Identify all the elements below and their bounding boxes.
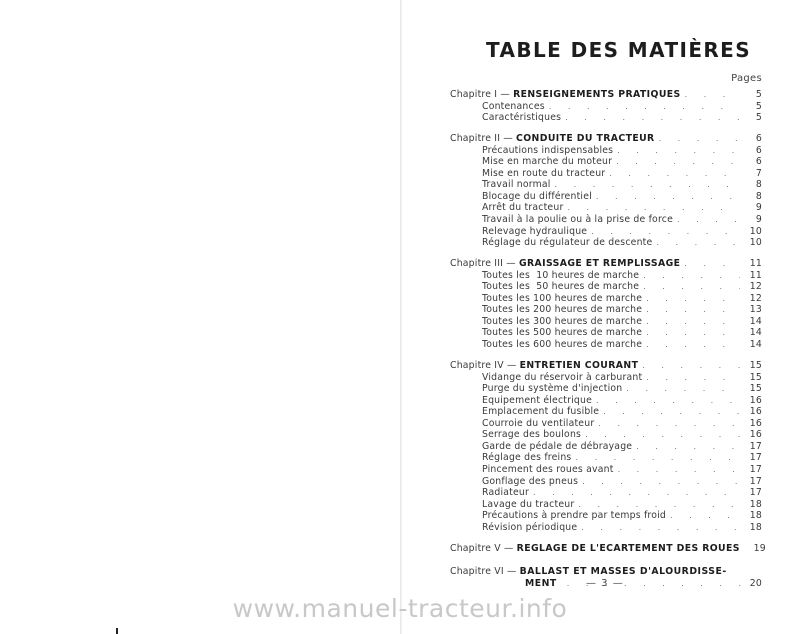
toc-entry[interactable]: [482, 487, 762, 499]
dot-leader: [642, 360, 740, 372]
entry-label: Emplacement du fusible: [482, 406, 600, 418]
chapter-page-number: 6: [755, 133, 762, 145]
dot-leader: [643, 270, 740, 282]
toc-entry[interactable]: [482, 191, 762, 203]
entry-label: Radiateur: [482, 487, 530, 499]
toc-entry[interactable]: [482, 464, 762, 476]
entry-page-number: 16: [749, 429, 762, 441]
entry-label: Purge du système d'injection: [482, 383, 623, 395]
toc-entry[interactable]: [482, 145, 762, 157]
dot-leader: [646, 327, 740, 339]
dot-leader: [670, 510, 740, 522]
chapter-page-number: 19: [753, 542, 766, 554]
toc-chapter-4[interactable]: [450, 360, 762, 372]
entry-label: Réglage du régulateur de descente: [482, 237, 653, 249]
chapter-label: [450, 258, 680, 270]
toc-entry[interactable]: [482, 179, 762, 191]
chapter-prefix: Chapitre VI —: [450, 565, 520, 577]
entry-page-number: 16: [749, 394, 762, 406]
entry-label: Blocage du différentiel: [482, 190, 592, 202]
toc-entry[interactable]: [482, 339, 762, 351]
toc-entry[interactable]: [482, 476, 762, 488]
entry-page-number: 17: [749, 452, 762, 464]
entry-page-number: 9: [755, 214, 762, 225]
entry-label: Toutes les 500 heures de marche: [482, 327, 643, 339]
entry-page-number: 17: [749, 440, 762, 452]
dot-leader: [565, 112, 740, 124]
entry-page-number: 18: [749, 498, 762, 510]
dot-leader: [616, 156, 740, 168]
entry-page-number: 5: [755, 112, 762, 124]
page-title: TABLE DES MATIÈRES: [486, 38, 752, 62]
entry-page-number: 6: [755, 156, 762, 168]
dot-leader: [609, 168, 740, 180]
toc-entry[interactable]: [482, 101, 762, 113]
entry-label: Mise en route du tracteur: [482, 167, 606, 179]
entry-page-number: 5: [755, 100, 762, 112]
entry-label: Vidange du réservoir à carburant: [482, 371, 643, 383]
entry-label: Arrêt du tracteur: [482, 202, 564, 214]
chapter-page-number: 5: [755, 89, 762, 100]
entry-page-number: 12: [749, 292, 762, 304]
toc-entry[interactable]: [482, 327, 762, 339]
toc-entry[interactable]: [482, 112, 762, 124]
entry-label: Précautions à prendre par temps froid: [482, 510, 667, 522]
toc-entry[interactable]: [482, 372, 762, 384]
entry-page-number: 18: [749, 510, 762, 522]
dot-leader: [626, 383, 740, 395]
entry-label: Toutes les 50 heures de marche: [482, 281, 640, 293]
toc-entry[interactable]: [482, 441, 762, 453]
dot-leader: [617, 145, 740, 157]
toc-entry[interactable]: [482, 499, 762, 511]
entry-page-number: 16: [749, 417, 762, 429]
watermark-url: www.manuel-tracteur.info: [232, 594, 568, 623]
entry-page-number: 14: [749, 339, 762, 350]
entry-label: Toutes les 600 heures de marche: [482, 339, 643, 350]
entry-page-number: 17: [749, 487, 762, 499]
toc-entry[interactable]: [482, 293, 762, 305]
toc-entry[interactable]: [482, 452, 762, 464]
entry-label: Précautions indispensables: [482, 144, 614, 156]
toc-entry[interactable]: [482, 226, 762, 238]
toc-entry[interactable]: [482, 418, 762, 430]
dot-leader: [646, 316, 740, 328]
dot-leader: [591, 226, 740, 238]
entry-page-number: 10: [749, 225, 762, 237]
entry-page-number: 15: [749, 371, 762, 383]
chapter-title: GRAISSAGE ET REMPLISSAGE: [518, 258, 681, 270]
entry-page-number: 18: [749, 521, 762, 533]
chapter-prefix: Chapitre II —: [450, 133, 516, 145]
chapter-page-number: 11: [749, 258, 762, 270]
entry-label: Lavage du tracteur: [482, 498, 575, 510]
toc-chapter-3[interactable]: [450, 258, 762, 270]
dot-leader: [636, 441, 740, 453]
entry-label: Garde de pédale de débrayage: [482, 440, 633, 452]
chapter-title-line1: BALLAST ET MASSES D'ALOURDISSE-: [519, 565, 727, 577]
dot-leader: [643, 281, 740, 293]
dot-leader: [598, 418, 740, 430]
entry-page-number: 9: [755, 202, 762, 214]
entry-page-number: 11: [749, 269, 762, 281]
entry-page-number: 14: [749, 315, 762, 327]
dot-leader: [585, 429, 740, 441]
toc-entry[interactable]: [482, 429, 762, 441]
dot-leader: [581, 522, 740, 534]
dot-leader: [685, 89, 740, 101]
dot-leader: [578, 499, 740, 511]
entry-page-number: 8: [755, 190, 762, 202]
entry-label: Toutes les 200 heures de marche: [482, 304, 643, 316]
entry-page-number: 17: [749, 464, 762, 475]
folio: — 3 —: [586, 578, 624, 589]
dot-leader: [646, 372, 740, 384]
scan-mark: [116, 628, 118, 634]
dot-leader: [618, 464, 740, 476]
dot-leader: [677, 214, 740, 226]
toc-entry[interactable]: [482, 395, 762, 407]
dot-leader: [646, 304, 740, 316]
dot-leader: [533, 487, 740, 499]
toc-entry[interactable]: [482, 156, 762, 168]
dot-leader: [603, 406, 740, 418]
entry-label: Révision périodique: [482, 521, 578, 533]
dot-leader: [575, 452, 740, 464]
entry-page-number: 12: [749, 281, 762, 293]
chapter-prefix: Chapitre III —: [450, 258, 519, 270]
chapter-prefix: Chapitre V —: [450, 542, 517, 554]
chapter-title: CONDUITE DU TRACTEUR: [516, 133, 655, 145]
chapter-prefix: Chapitre I —: [450, 89, 514, 100]
entry-label: Contenances: [482, 100, 545, 112]
entry-label: Relevage hydraulique: [482, 225, 588, 237]
entry-label: Travail normal: [482, 179, 551, 191]
toc-entry[interactable]: [482, 304, 762, 316]
toc-entry[interactable]: [482, 316, 762, 328]
toc-chapter-5[interactable]: [450, 542, 766, 555]
entry-label: Pincement des roues avant: [482, 464, 614, 475]
toc-chapter-2[interactable]: [450, 133, 762, 145]
toc-entry[interactable]: [482, 214, 762, 226]
entry-label: Equipement électrique: [482, 394, 593, 406]
entry-label: Courroie du ventilateur: [482, 417, 595, 429]
dot-leader: [567, 202, 740, 214]
entry-label: Serrage des boulons: [482, 429, 582, 441]
entry-page-number: 17: [749, 475, 762, 487]
entry-page-number: 15: [749, 383, 762, 395]
toc-entry[interactable]: [482, 383, 762, 395]
entry-label: Toutes les 100 heures de marche: [482, 292, 643, 304]
chapter-label: [450, 133, 655, 145]
dot-leader: [549, 101, 740, 113]
dot-leader: [555, 179, 740, 191]
toc-chapter-1[interactable]: [450, 89, 762, 101]
dot-leader: [646, 293, 740, 305]
dot-leader: [596, 395, 740, 407]
toc-entry[interactable]: [482, 406, 762, 418]
chapter-title: RENSEIGNEMENTS PRATIQUES: [513, 89, 681, 100]
toc-entry[interactable]: [482, 168, 762, 180]
entry-label: Toutes les 300 heures de marche: [482, 315, 643, 327]
dot-leader: [596, 191, 740, 203]
dot-leader: [646, 339, 740, 351]
dot-leader: [659, 133, 740, 145]
entry-label: Gonflage des pneus: [482, 475, 579, 487]
toc-entry[interactable]: [482, 237, 762, 249]
entry-label: Travail à la poulie ou à la prise de force: [482, 214, 673, 225]
chapter-page-number: 20: [749, 577, 762, 589]
chapter-title: ENTRETIEN COURANT: [519, 360, 639, 372]
pages-column-header: Pages: [731, 73, 762, 84]
toc-entry[interactable]: [482, 270, 762, 282]
entry-label: Mise en marche du moteur: [482, 156, 613, 168]
chapter-prefix: Chapitre IV —: [450, 360, 520, 372]
chapter-label: [450, 543, 740, 555]
entry-page-number: 6: [755, 144, 762, 156]
chapter-page-number: 15: [749, 360, 762, 372]
chapter-label: [450, 89, 681, 101]
chapter-label: [450, 360, 638, 372]
dot-leader: [684, 258, 740, 270]
chapter-title-line2: MENT: [525, 577, 557, 589]
dot-leader: [656, 237, 740, 249]
toc-entry[interactable]: [482, 522, 762, 534]
entry-page-number: 8: [755, 179, 762, 191]
chapter-title: REGLAGE DE L'ECARTEMENT DES ROUES: [516, 542, 740, 554]
entry-label: Toutes les 10 heures de marche: [482, 269, 640, 281]
entry-page-number: 14: [749, 327, 762, 339]
toc-entry[interactable]: [482, 510, 762, 522]
entry-page-number: 16: [749, 406, 762, 418]
entry-page-number: 7: [755, 167, 762, 179]
toc-entry[interactable]: [482, 281, 762, 293]
entry-label: Caractéristiques: [482, 112, 562, 124]
toc-entry[interactable]: [482, 202, 762, 214]
entry-page-number: 13: [749, 304, 762, 316]
entry-label: Réglage des freins: [482, 452, 572, 464]
dot-leader: [582, 476, 740, 488]
entry-page-number: 10: [749, 237, 762, 249]
